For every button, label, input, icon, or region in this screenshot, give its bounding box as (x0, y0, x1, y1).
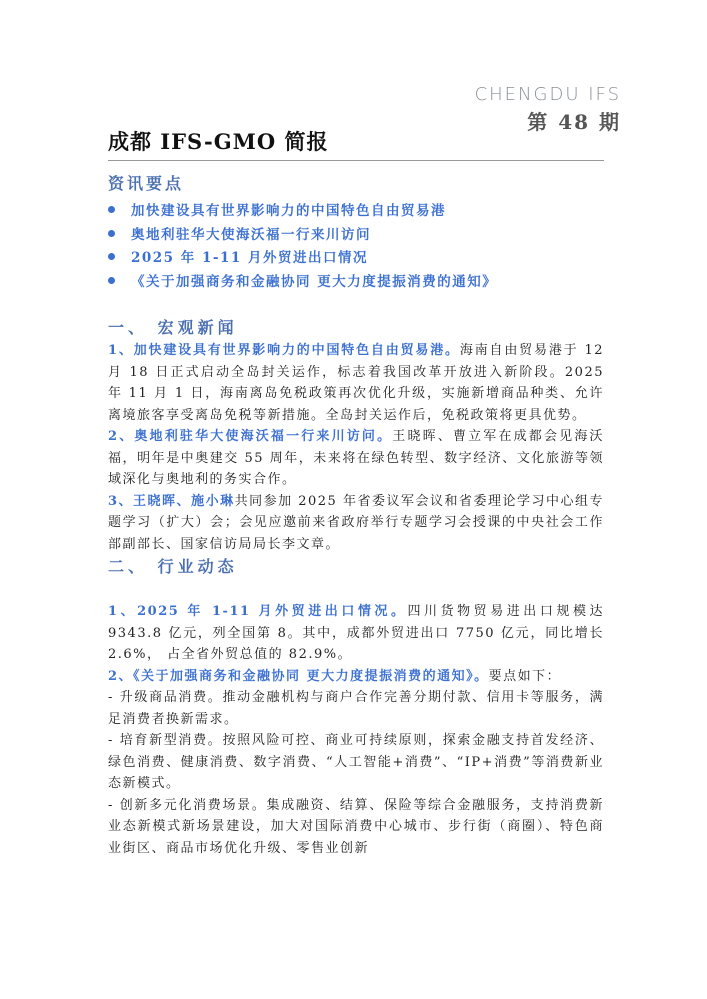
list-item (108, 271, 604, 295)
summary-item-label: 奥地利驻华大使海沃福一行来川访问 (131, 226, 371, 243)
bullet-icon (108, 230, 115, 237)
macro-paragraph-3 (108, 491, 604, 556)
macro-lead-3: 3、王晓晖、施小琳 (108, 493, 235, 509)
section-heading-macro: 一、 宏观新闻 (108, 318, 238, 337)
summary-item-label: 《关于加强商务和金融协同 更大力度提振消费的通知》 (131, 273, 498, 290)
industry-lead-2: 2、《关于加强商务和金融协同 更大力度提振消费的通知》。 (108, 668, 489, 684)
summary-item-label: 2025 年 1-11 月外贸进出口情况 (131, 250, 368, 266)
issue-number: 第 48 期 (527, 110, 621, 134)
macro-body-3: 共同参加 2025 年省委议军会议和省委理论学习中心组专题学习（扩大）会；会见应邀前来省政府举行专题学习会授课的中央社会工作部副部长、国家信访局局长李文章。 (108, 493, 604, 552)
summary-heading: 资讯要点 (108, 174, 185, 193)
brand-logo-text: CHENGDU IFS (474, 84, 621, 105)
industry-bullet-2: - 培育新型消费。按照风险可控、商业可持续原则，探索金融支持首发经济、绿色消费、健康消费、数字消费、“人工智能+消费”、“IP+消费”等消费新业态新模式。 (108, 733, 604, 791)
macro-body-2: 王晓晖、曹立军在成都会见海沃福，明年是中奥建交 55 周年，未来将在绿色转型、数字经济、文化旅游等领域深化与奥地利的务实合作。 (108, 429, 604, 487)
list-item (108, 224, 604, 248)
header-divider (108, 160, 604, 161)
industry-bullet-1: - 升级商品消费。推动金融机构与商户合作完善分期付款、信用卡等服务，满足消费者换新需求。 (108, 690, 604, 727)
list-item (108, 200, 604, 224)
page-title: 成都 IFS-GMO 简报 (108, 129, 329, 154)
summary-list (108, 200, 604, 294)
macro-paragraph-1 (108, 340, 604, 426)
macro-lead-1: 1、加快建设具有世界影响力的中国特色自由贸易港。 (108, 343, 460, 358)
bullet-icon (108, 206, 115, 213)
industry-body-1: 四川货物贸易进出口规模达 9343.8 亿元，列全国第 8。其中，成都外贸进出口 7750 亿元，同比增长 2.6%， 占全省外贸总值的 82.9%。 (108, 604, 604, 662)
macro-body-1: 海南自由贸易港于 12 月 18 日正式启动全岛封关运作，标志着我国改革开放进入新阶段。2025 年 11 月 1 日，海南离岛免税政策再次优化升级，实施新增商品种类、允许离境旅客享受离岛免税等新措施。全岛封关运作后，免税政策将更具优势。 (108, 343, 604, 423)
industry-paragraph-1 (108, 601, 604, 666)
macro-lead-2: 2、奥地利驻华大使海沃福一行来川访问。 (108, 429, 393, 444)
summary-item-label: 加快建设具有世界影响力的中国特色自由贸易港 (131, 203, 446, 219)
industry-lead-1: 1、2025 年 1-11 月外贸进出口情况。 (108, 604, 408, 619)
document-body (108, 172, 604, 859)
bullet-icon (108, 277, 115, 284)
list-item (108, 247, 604, 271)
industry-paragraph-2 (108, 666, 604, 688)
macro-paragraph-2 (108, 426, 604, 491)
section-heading-industry: 二、 行业动态 (108, 557, 238, 576)
industry-body-2: 要点如下： (488, 668, 562, 684)
bullet-icon (108, 253, 115, 260)
industry-bullet-3: - 创新多元化消费场景。集成融资、结算、保险等综合金融服务，支持消费新业态新模式新场景建设，加大对国际消费中心城市、步行街（商圈）、特色商业街区、商品市场优化升级、零售业创新 (108, 797, 604, 856)
